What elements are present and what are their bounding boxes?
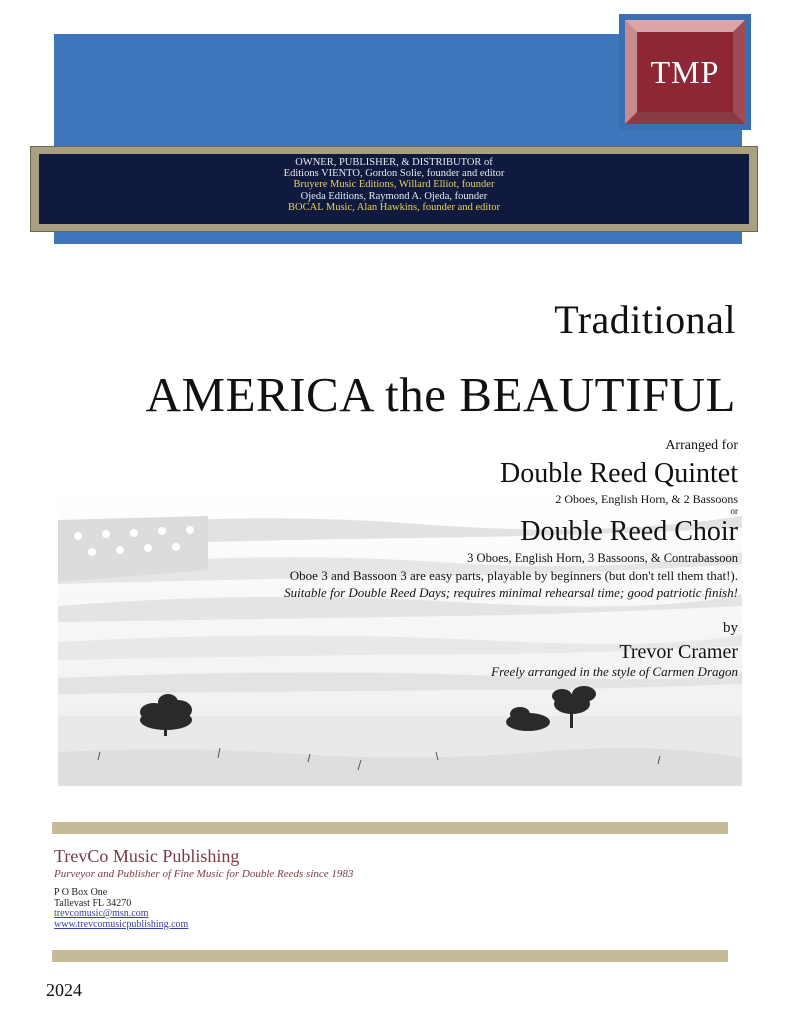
top-divider-rule — [52, 822, 728, 834]
website-link[interactable]: www.trevcomusicpublishing.com — [54, 918, 189, 930]
publisher-address-block — [54, 888, 188, 930]
publisher-name: TrevCo Music Publishing — [54, 846, 240, 866]
arranger-name: Trevor Cramer — [619, 641, 738, 663]
easy-parts-note: Oboe 3 and Bassoon 3 are easy parts, playable by beginners (but don't tell them that!). — [289, 568, 738, 583]
quintet-instrumentation: 2 Oboes, English Horn, & 2 Bassoons — [555, 492, 738, 506]
publication-year: 2024 — [46, 980, 82, 1000]
email-link[interactable]: trevcomusic@msn.com — [54, 908, 149, 919]
style-note: Freely arranged in the style of Carmen Dragon — [491, 664, 738, 679]
work-title: AMERICA the BEAUTIFUL — [145, 367, 736, 422]
tmp-logo-text: TMP — [650, 53, 720, 90]
suitability-note: Suitable for Double Reed Days; requires minimal rehearsal time; good patriotic finish! — [284, 585, 738, 600]
owner-info-box — [39, 154, 749, 224]
owner-band — [30, 146, 758, 232]
tmp-logo-frame — [625, 20, 745, 124]
owner-line-3: Bruyere Music Editions, Willard Elliot, founder — [293, 179, 495, 191]
ensemble-choir-title: Double Reed Choir — [520, 516, 738, 547]
owner-line-2: Editions VIENTO, Gordon Solie, founder and editor — [283, 168, 505, 180]
publisher-tagline: Purveyor and Publisher of Fine Music for Double Reeds since 1983 — [54, 868, 354, 880]
by-label: by — [723, 620, 738, 636]
arranged-for-label: Arranged for — [665, 438, 738, 453]
owner-line-4: Ojeda Editions, Raymond A. Ojeda, founder — [300, 190, 488, 202]
address-line-2: Tallevast FL 34270 — [54, 897, 132, 909]
address-line-1: P O Box One — [54, 887, 108, 898]
owner-line-1: OWNER, PUBLISHER, & DISTRIBUTOR of — [295, 157, 493, 168]
owner-line-5: BOCAL Music, Alan Hawkins, founder and editor — [288, 201, 500, 213]
tmp-logo-badge — [619, 14, 751, 130]
ensemble-quintet-title: Double Reed Quintet — [500, 458, 738, 489]
or-separator: or — [730, 506, 738, 516]
bottom-divider-rule — [52, 950, 728, 962]
choir-instrumentation: 3 Oboes, English Horn, 3 Bassoons, & Contrabassoon — [467, 551, 738, 565]
composer-name: Traditional — [554, 297, 736, 342]
